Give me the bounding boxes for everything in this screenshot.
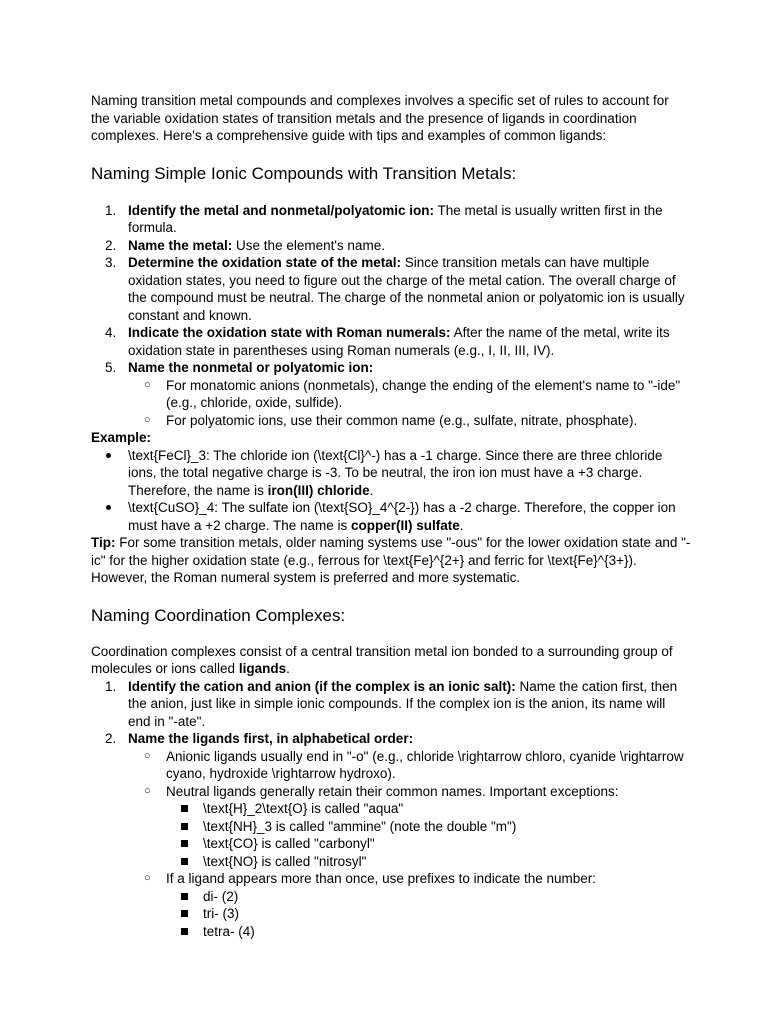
- neutral-exception: \text{H}_2\text{O} is called "aqua": [91, 800, 691, 818]
- square-bullet-icon: [181, 910, 188, 917]
- example-list: [91, 447, 691, 535]
- square-bullet-icon: [181, 823, 188, 830]
- ligand-subitem: ○ Neutral ligands generally retain their common names. Important exceptions:: [144, 783, 619, 799]
- bullet-icon: [106, 505, 111, 510]
- square-bullet-icon: [181, 928, 188, 935]
- example-item: \text{FeCl}_3: The chloride ion (\text{Cl}^-) has a -1 charge. Since there are three chloride ions, the total negative charge is -3. To be neutral, the iron ion must have a +3 charge. Therefore, the name is iron(III) chloride.: [91, 447, 691, 500]
- step5-subitem: ○ For polyatomic ions, use their common name (e.g., sulfate, nitrate, phosphate).: [144, 412, 638, 428]
- section2-intro: Coordination complexes consist of a central transition metal ion bonded to a surrounding group of molecules or ions called ligands.: [91, 643, 673, 676]
- square-bullet-icon: [181, 840, 188, 847]
- square-bullet-icon: [181, 805, 188, 812]
- prefix-item: di- (2): [91, 888, 691, 906]
- section1-heading: Naming Simple Ionic Compounds with Transition Metals:: [91, 163, 517, 183]
- neutral-exception: \text{NH}_3 is called "ammine" (note the double "m"): [91, 818, 691, 836]
- ligand-subitem: ○ If a ligand appears more than once, use prefixes to indicate the number:: [144, 871, 597, 886]
- step5-subitem: ○ For monatomic anions (nonmetals), change the ending of the element's name to "-ide" (e.g., chloride, oxide, sulfide).: [144, 377, 681, 410]
- circle-bullet-icon: ○: [144, 784, 151, 797]
- section2-step: 1. Identify the cation and anion (if the complex is an ionic salt): Name the cation first, then the anion, just like in simple ionic compounds. If the complex ion is the anion, its name will end in "-ate".: [105, 678, 678, 729]
- circle-bullet-icon: ○: [144, 749, 151, 762]
- document-page: [91, 92, 691, 940]
- prefix-item: tetra- (4): [91, 923, 691, 941]
- section2-heading: Naming Coordination Complexes:: [91, 605, 346, 625]
- intro-paragraph: Naming transition metal compounds and complexes involves a specific set of rules to account for the variable oxidation states of transition metals and the presence of ligands in coordination complexes. Here's a comprehensive guide with tips and examples of common ligands:: [91, 93, 669, 143]
- circle-bullet-icon: ○: [144, 872, 151, 884]
- section1-step: 1. Identify the metal and nonmetal/polyatomic ion: The metal is usually written first in the formula.: [105, 202, 663, 235]
- section1-step: 2. Name the metal: Use the element's name.: [105, 237, 385, 253]
- bullet-icon: [106, 453, 111, 458]
- section1-step: 5. Name the nonmetal or polyatomic ion:: [105, 360, 374, 375]
- example-item: \text{CuSO}_4: The sulfate ion (\text{SO}_4^{2-}) has a -2 charge. Therefore, the copper ion must have a +2 charge. The name is copper(II) sulfate.: [91, 499, 691, 534]
- neutral-exception: \text{CO} is called "carbonyl": [91, 835, 691, 853]
- section2-step: 2. Name the ligands first, in alphabetical order:: [105, 731, 414, 746]
- prefix-item: tri- (3): [91, 905, 691, 923]
- section2-steps: [91, 678, 691, 941]
- square-bullet-icon: [181, 858, 188, 865]
- section1-steps: [91, 202, 691, 430]
- circle-bullet-icon: ○: [144, 413, 151, 426]
- tip-paragraph: Tip: For some transition metals, older naming systems use "-ous" for the lower oxidation state and "-ic" for the higher oxidation state (e.g., ferrous for \text{Fe}^{2+} and ferric for \text{Fe}^{3+}). However, the Roman numeral system is preferred and more systematic.: [91, 535, 691, 585]
- neutral-exception: \text{NO} is called "nitrosyl": [91, 853, 691, 871]
- circle-bullet-icon: ○: [144, 378, 151, 391]
- example-label: Example:: [91, 430, 152, 445]
- square-bullet-icon: [181, 893, 188, 900]
- section1-step: 4. Indicate the oxidation state with Roman numerals: After the name of the metal, write its oxidation state in parentheses using Roman numerals (e.g., I, II, III, IV).: [105, 325, 670, 358]
- section1-step: 3. Determine the oxidation state of the metal: Since transition metals can have multiple oxidation states, you need to figure out the charge of the metal cation. The overall charge of the compound must be neutral. The charge of the nonmetal anion or polyatomic ion is usually constant and known.: [105, 255, 685, 323]
- ligand-subitem: ○ Anionic ligands usually end in "-o" (e.g., chloride \rightarrow chloro, cyanide \rightarrow cyano, hydroxide \rightarrow hydroxo).: [144, 748, 684, 781]
